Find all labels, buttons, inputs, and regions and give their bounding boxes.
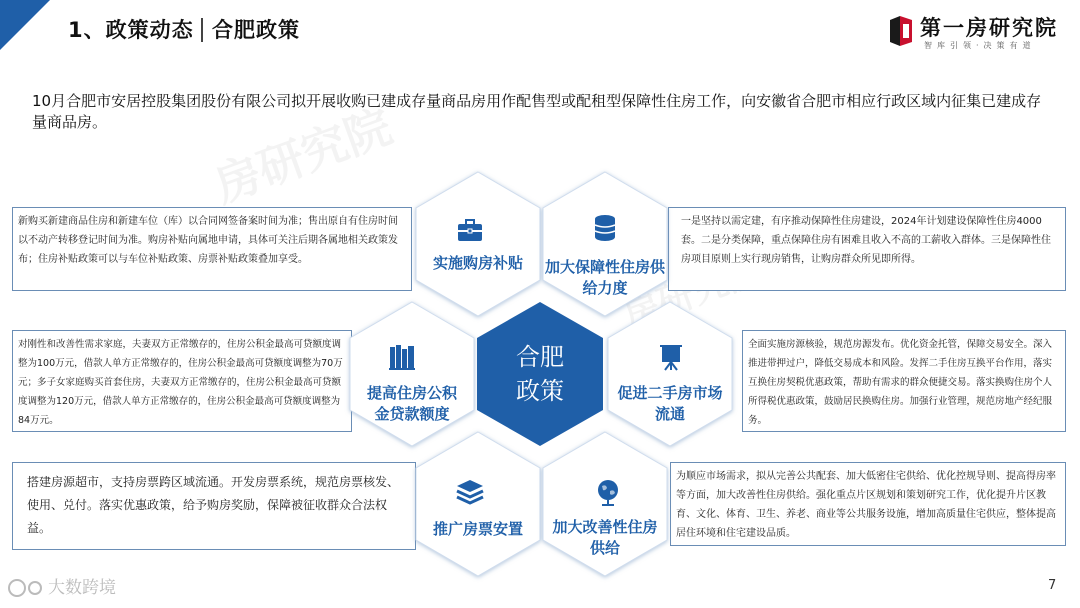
- policy-desc-4: 全面实施房源核验，规范房源发布。优化资金托管，保障交易安全。深入推进带押过户，降低交易成本和风险。发挥二手住房互换平台作用，落实互换住房契税优惠政策，帮助有需求的群众便捷交易。落实换购住房个人所得税优惠政策，鼓励居民换购住房。加强行业管理，规范房地产经纪服务。: [742, 330, 1066, 432]
- footer-brand: [8, 573, 116, 598]
- policy-title-5-line1: 推广房票安置: [432, 520, 523, 538]
- policy-title-2-line1: 加大保障性住房供: [544, 258, 665, 276]
- policy-desc-2: 一是坚持以需定建，有序推动保障性住房建设，2024年计划建设保障性住房4000套。二是分类保障，重点保障住房有困难且收入不高的工薪收入群体。三是保障性住房项目原则上实行现房销售，让购房群众所见即所得。: [668, 207, 1066, 291]
- section-subtitle: 合肥政策: [212, 18, 300, 42]
- policy-title-3-line1: 提高住房公积: [366, 384, 457, 402]
- policy-title-3-line2: 金贷款额度: [374, 405, 450, 423]
- policy-title-4-line2: 流通: [654, 405, 685, 423]
- footer-brand-text: 大数跨境: [48, 578, 116, 598]
- policy-title-1: [413, 253, 543, 274]
- logo-slogan: 智库引领·决策有道: [924, 41, 1036, 50]
- footer-logo-icon-2: [28, 581, 42, 595]
- policy-title-6: [540, 517, 670, 559]
- policy-title-1-line1: 实施购房补贴: [432, 254, 523, 272]
- policy-title-3: [347, 383, 477, 425]
- policy-desc-5: 搭建房源超市，支持房票跨区域流通。开发房票系统，规范房票核发、使用、兑付。落实优惠政策，给予购房奖励，保障被征收群众合法权益。: [12, 462, 416, 550]
- books-icon: [387, 342, 417, 372]
- stack-icon: [455, 477, 485, 507]
- policy-title-4: [605, 383, 735, 425]
- briefcase-icon: [455, 215, 485, 245]
- policy-desc-1: 新购买新建商品住房和新建车位（库）以合同网签备案时间为准；售出原自有住房时间以不动产转移登记时间为准。购房补贴向属地申请，具体可关注后期各属地相关政策发布；住房补贴政策可以与车位补贴政策、房票补贴政策叠加享受。: [12, 207, 412, 291]
- policy-title-6-line2: 供给: [589, 539, 620, 557]
- policy-title-6-line1: 加大改善性住房: [552, 518, 658, 536]
- policy-title-4-line1: 促进二手房市场: [617, 384, 723, 402]
- footer-logo-icon: [8, 579, 26, 597]
- globe-icon: [593, 477, 623, 507]
- logo-name: 第一房研究院: [920, 16, 1058, 40]
- center-title-line2: 政策: [516, 377, 564, 405]
- section-title: 1、政策动态: [68, 18, 194, 42]
- page-number: 7: [1048, 578, 1057, 593]
- database-icon: [590, 213, 620, 243]
- policy-title-5: [413, 519, 543, 540]
- policy-desc-3: 对刚性和改善性需求家庭，夫妻双方正常缴存的，住房公积金最高可贷额度调整为100万元，借款人单方正常缴存的，住房公积金最高可贷额度调整为70万元；多子女家庭购买首套住房，夫妻双方正常缴存的，住房公积金最高可贷额度调整为120万元，借款人单方正常缴存的，住房公积金最高可贷额度调整为84万元。: [12, 330, 352, 432]
- presentation-icon: [656, 342, 686, 372]
- center-title: [470, 340, 610, 408]
- policy-desc-6: 为顺应市场需求，拟从完善公共配套、加大低密住宅供给、优化控规导则、提高得房率等方面，加大改善性住房供给。强化重点片区规划和策划研究工作，优化提升片区教育、文化、体育、卫生、养老、商业等公共服务设施，增加高质量住宅供应，整体提高居住环境和住宅建设品质。: [670, 462, 1066, 546]
- policy-title-2: [540, 257, 670, 299]
- intro-paragraph: 10月合肥市安居控股集团股份有限公司拟开展收购已建成存量商品房用作配售型或配租型保障性住房工作，向安徽省合肥市相应行政区域内征集已建成存量商品房。: [32, 92, 1042, 131]
- center-title-line1: 合肥: [516, 343, 564, 371]
- policy-title-2-line2: 给力度: [582, 279, 628, 297]
